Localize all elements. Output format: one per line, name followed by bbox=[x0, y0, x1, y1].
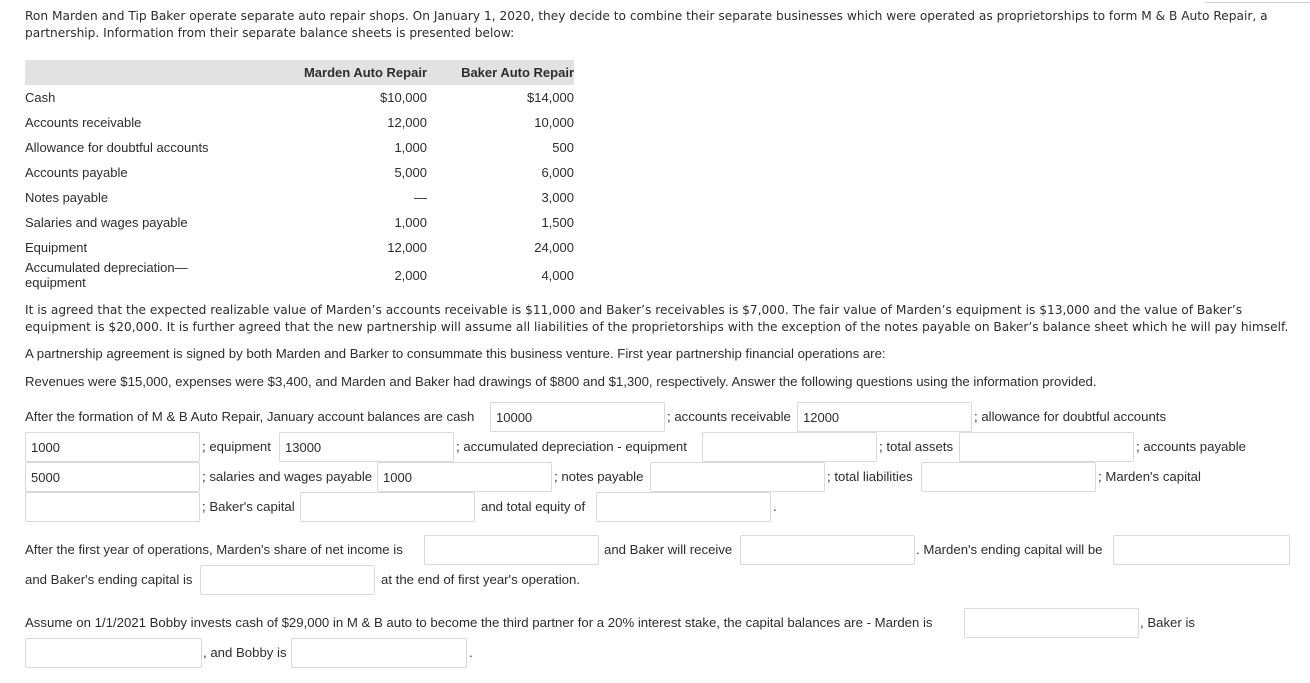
salaries-label: ; salaries and wages payable bbox=[202, 469, 373, 484]
total-assets-input[interactable] bbox=[959, 432, 1134, 462]
table-header-row bbox=[25, 60, 574, 85]
marden-value: 1,000 bbox=[394, 140, 427, 155]
table-row bbox=[25, 260, 574, 290]
marden-value: 12,000 bbox=[387, 240, 427, 255]
q2-lead-text: After the first year of operations, Marden's share of net income is bbox=[25, 542, 403, 557]
baker-value: 1,500 bbox=[541, 215, 574, 230]
baker-capital-input[interactable] bbox=[300, 492, 475, 522]
row-label: Equipment bbox=[25, 240, 88, 255]
top-right-divider bbox=[1205, 0, 1310, 3]
table-row bbox=[25, 160, 574, 185]
marden-value: 12,000 bbox=[387, 115, 427, 130]
equipment-label: ; equipment bbox=[202, 439, 271, 454]
equipment-input[interactable] bbox=[279, 432, 454, 462]
baker-receive-label: and Baker will receive bbox=[604, 542, 733, 557]
notes-payable-label: ; notes payable bbox=[554, 469, 644, 484]
table-row bbox=[25, 85, 574, 110]
table-header-marden: Marden Auto Repair bbox=[225, 60, 427, 85]
q1-period: . bbox=[773, 499, 777, 514]
row-label: Cash bbox=[25, 90, 56, 105]
accum-dep-label: ; accumulated depreciation - equipment bbox=[456, 439, 687, 454]
accounts-payable-input[interactable] bbox=[25, 462, 200, 492]
marden-ending-capital-input[interactable] bbox=[1113, 535, 1290, 565]
row-label: Allowance for doubtful accounts bbox=[25, 140, 209, 155]
cash-input[interactable] bbox=[490, 402, 665, 432]
baker-value: 10,000 bbox=[534, 115, 574, 130]
signed-paragraph: A partnership agreement is signed by both Marden and Barker to consummate this business venture. First year partnership financial operations are: bbox=[25, 346, 886, 361]
total-equity-label: and total equity of bbox=[481, 499, 586, 514]
row-label: Accumulated depreciation—equipment bbox=[25, 260, 188, 290]
row-label: Accounts receivable bbox=[25, 115, 142, 130]
balance-sheet-table bbox=[25, 60, 574, 290]
total-equity-input[interactable] bbox=[596, 492, 771, 522]
row-label: Notes payable bbox=[25, 190, 109, 205]
total-assets-label: ; total assets bbox=[879, 439, 954, 454]
marden-capital-input[interactable] bbox=[25, 492, 200, 522]
table-row bbox=[25, 235, 574, 260]
marden-net-income-input[interactable] bbox=[424, 535, 599, 565]
q2-tail-text: at the end of first year's operation. bbox=[381, 572, 580, 587]
q3-bobby-capital-input[interactable] bbox=[291, 638, 467, 668]
table-row bbox=[25, 110, 574, 135]
table-row bbox=[25, 185, 574, 210]
marden-value: 2,000 bbox=[394, 267, 427, 283]
table-header-blank bbox=[25, 60, 225, 85]
baker-net-income-input[interactable] bbox=[740, 535, 915, 565]
baker-value: 24,000 bbox=[534, 240, 574, 255]
baker-ending-capital-input[interactable] bbox=[200, 565, 375, 595]
table-row bbox=[25, 135, 574, 160]
table-row bbox=[25, 210, 574, 235]
baker-value: 500 bbox=[552, 140, 574, 155]
marden-value: — bbox=[414, 190, 427, 205]
baker-ending-label: and Baker's ending capital is bbox=[25, 572, 193, 587]
baker-value: 6,000 bbox=[541, 165, 574, 180]
baker-value: 3,000 bbox=[541, 190, 574, 205]
agreement-paragraph: It is agreed that the expected realizable value of Marden’s accounts receivable is $11,000 and Baker’s receivables is $7,000. The fair value of Marden’s equipment is $13,000 and the value of Baker’s equipment is $20,000. It is further agreed that the new partnership will assume all liabilities of the proprietorships with the exception of the notes payable on Baker’s balance sheet which he will pay himself. bbox=[25, 303, 1289, 334]
marden-ending-label: . Marden's ending capital will be bbox=[916, 542, 1103, 557]
table-header-baker: Baker Auto Repair bbox=[427, 60, 574, 85]
marden-value: 1,000 bbox=[394, 215, 427, 230]
q3-baker-capital-input[interactable] bbox=[25, 638, 202, 668]
row-label: Accounts payable bbox=[25, 165, 128, 180]
total-liabilities-input[interactable] bbox=[921, 462, 1096, 492]
total-liabilities-label: ; total liabilities bbox=[827, 469, 913, 484]
revenue-paragraph: Revenues were $15,000, expenses were $3,400, and Marden and Baker had drawings of $800 and $1,300, respectively. Answer the following questions using the information provided. bbox=[25, 374, 1097, 389]
marden-capital-label: ; Marden's capital bbox=[1098, 469, 1201, 484]
allowance-input[interactable] bbox=[25, 432, 200, 462]
notes-payable-input[interactable] bbox=[650, 462, 825, 492]
accum-dep-input[interactable] bbox=[702, 432, 877, 462]
accounts-payable-label: ; accounts payable bbox=[1136, 439, 1246, 454]
q1-lead-text: After the formation of M & B Auto Repair, January account balances are cash bbox=[25, 409, 475, 424]
q3-period: . bbox=[469, 645, 473, 660]
marden-value: 5,000 bbox=[394, 165, 427, 180]
row-label: Salaries and wages payable bbox=[25, 215, 188, 230]
ar-label: ; accounts receivable bbox=[667, 409, 791, 424]
intro-paragraph: Ron Marden and Tip Baker operate separate auto repair shops. On January 1, 2020, they decide to combine their separate businesses which were operated as proprietorships to form M & B Auto Repair, a partnership. Information from their separate balance sheets is presented below: bbox=[25, 9, 1268, 40]
q3-marden-capital-input[interactable] bbox=[964, 608, 1139, 638]
baker-capital-label: ; Baker's capital bbox=[202, 499, 295, 514]
q3-bobby-label: , and Bobby is bbox=[203, 645, 287, 660]
baker-value: $14,000 bbox=[527, 90, 574, 105]
accounts-receivable-input[interactable] bbox=[797, 402, 972, 432]
allowance-label: ; allowance for doubtful accounts bbox=[974, 409, 1167, 424]
q3-lead-text: Assume on 1/1/2021 Bobby invests cash of $29,000 in M & B auto to become the third partner for a 20% interest stake, the capital balances are - Marden is bbox=[25, 615, 933, 630]
salaries-input[interactable] bbox=[377, 462, 552, 492]
marden-value: $10,000 bbox=[380, 90, 427, 105]
baker-value: 4,000 bbox=[541, 267, 574, 283]
q3-baker-label: , Baker is bbox=[1140, 615, 1195, 630]
